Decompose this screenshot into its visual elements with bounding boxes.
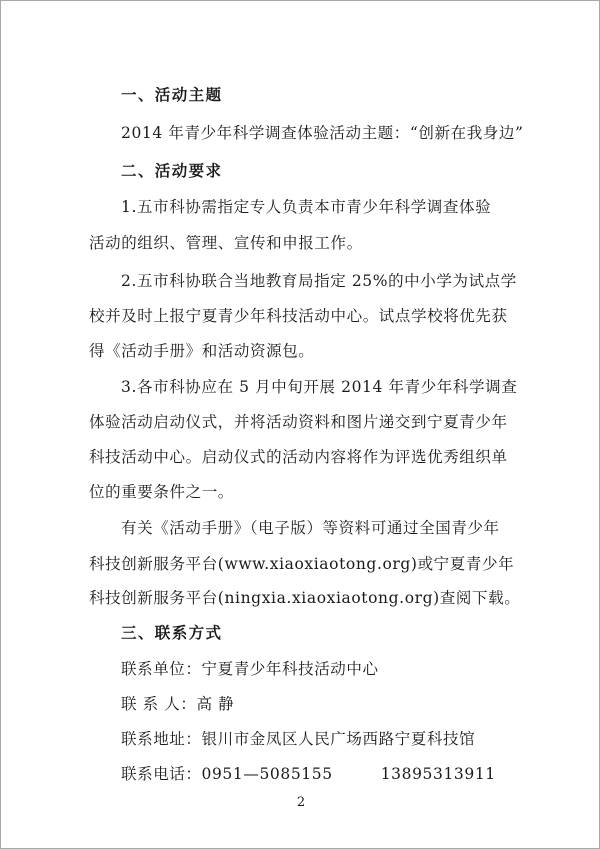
contact-person: 联 系 人：高 静	[121, 695, 235, 713]
requirement-3-line-1: 3.各市科协应在 5 月中旬开展 2014 年青少年科学调查	[121, 378, 518, 396]
resources-line-2: 科技创新服务平台(www.xiaoxiaotong.org)或宁夏青少年	[89, 555, 515, 573]
resources-line-3: 科技创新服务平台(ningxia.xiaoxiaotong.org)查阅下载。	[89, 589, 521, 607]
requirement-2-line-1: 2.五市科协联合当地教育局指定 25%的中小学为试点学	[121, 272, 517, 290]
section-heading-contact: 三、联系方式	[121, 624, 223, 642]
section-heading-requirements: 二、活动要求	[121, 162, 223, 180]
page-number: 2	[296, 795, 306, 810]
requirement-3-line-4: 位的重要条件之一。	[89, 483, 234, 501]
contact-mobile: 13895313911	[380, 765, 496, 783]
contact-address: 联系地址：银川市金凤区人民广场西路宁夏科技馆	[121, 730, 476, 748]
requirement-1-line-1: 1.五市科协需指定专人负责本市青少年科学调查体验	[121, 198, 492, 216]
section-heading-theme: 一、活动主题	[121, 86, 223, 104]
resources-line-1: 有关《活动手册》（电子版）等资料可通过全国青少年	[121, 519, 500, 537]
requirement-1-line-2: 活动的组织、管理、宣传和申报工作。	[89, 234, 363, 252]
theme-text: 2014 年青少年科学调查体验活动主题：“创新在我身边”	[121, 124, 524, 142]
requirement-2-line-2: 校并及时上报宁夏青少年科技活动中心。试点学校将优先获	[89, 307, 508, 325]
requirement-2-line-3: 得《活动手册》和活动资源包。	[89, 342, 315, 360]
contact-phone-row	[121, 764, 496, 784]
requirement-3-line-2: 体验活动启动仪式，并将活动资料和图片递交到宁夏青少年	[89, 413, 508, 431]
contact-unit: 联系单位：宁夏青少年科技活动中心	[121, 660, 379, 678]
contact-phone: 联系电话：0951—5085155	[121, 765, 333, 783]
requirement-3-line-3: 科技活动中心。启动仪式的活动内容将作为评选优秀组织单	[89, 448, 508, 466]
